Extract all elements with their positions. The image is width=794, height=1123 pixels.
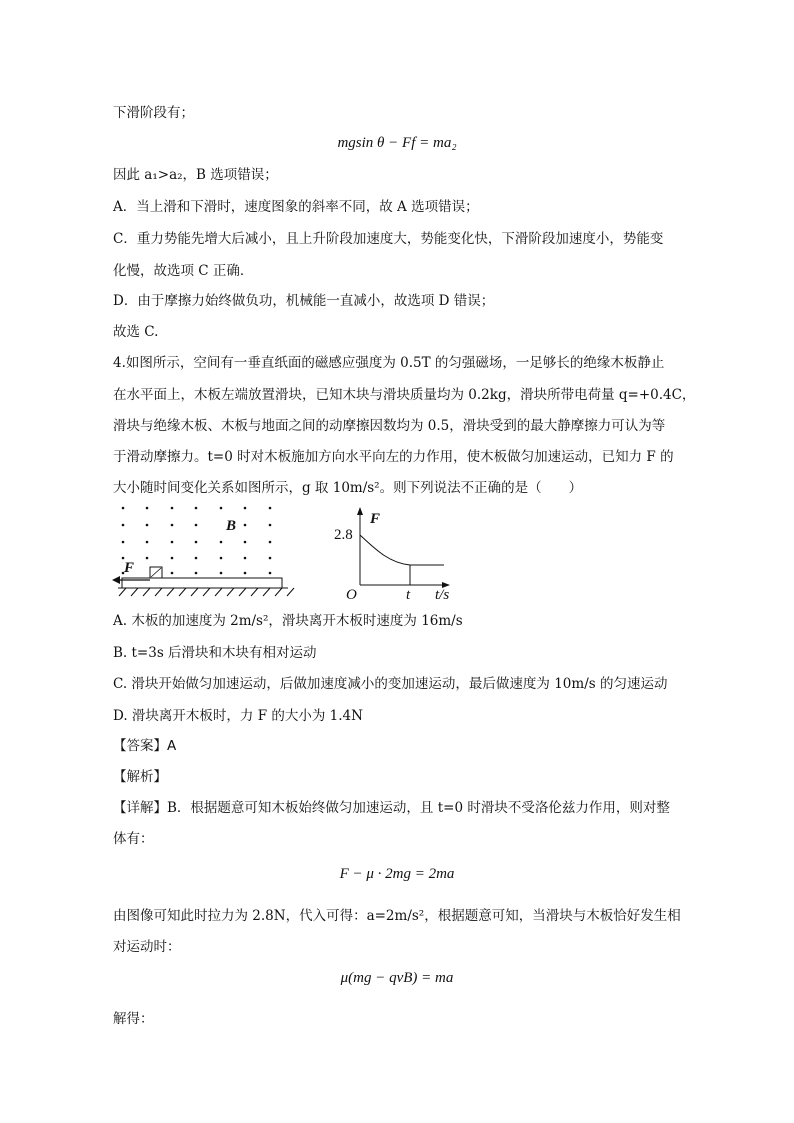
option-b: B. t=3s 后滑块和木块有相对运动 bbox=[113, 645, 317, 661]
text-line: A．当上滑和下滑时，速度图象的斜率不同，故 A 选项错误； bbox=[113, 199, 479, 215]
option-a: A. 木板的加速度为 2m/s²，滑块离开木板时速度为 16m/s bbox=[113, 613, 463, 629]
force-time-graph bbox=[332, 503, 462, 603]
text-line: 下滑阶段有； bbox=[113, 105, 194, 121]
text-line: 因此 a₁>a₂，B 选项错误； bbox=[113, 167, 278, 183]
text-line: C．重力势能先增大后减小，且上升阶段加速度大，势能变化快，下滑阶段加速度小，势能变 bbox=[113, 231, 664, 247]
question-line: 滑块与绝缘木板、木板与地面之间的动摩擦因数均为 0.5，滑块受到的最大静摩擦力可认为等 bbox=[113, 418, 666, 434]
equation: F − μ · 2mg = 2ma bbox=[339, 866, 455, 882]
origin-label: O bbox=[346, 587, 357, 603]
option-c: C. 滑块开始做匀加速运动，后做加速度减小的变加速运动，最后做速度为 10m/s 的匀速运动 bbox=[113, 676, 668, 692]
magnetic-field-dots bbox=[122, 507, 272, 575]
y-axis-label: F bbox=[370, 511, 381, 527]
analysis-tag: 【解析】 bbox=[113, 769, 167, 785]
text-line: D．由于摩擦力始终做负功，机械能一直减小，故选项 D 错误； bbox=[113, 293, 495, 309]
equation: mgsin θ − Ff = ma₂ bbox=[337, 135, 457, 151]
solution-line: 【详解】B．根据题意可知木板始终做匀加速运动，且 t=0 时滑块不受洛伦兹力作用，则对整 bbox=[113, 800, 670, 816]
y-tick-label: 2.8 bbox=[334, 527, 353, 543]
force-arrow-head bbox=[112, 576, 120, 584]
option-d: D. 滑块离开木板时，力 F 的大小为 1.4N bbox=[113, 708, 363, 724]
answer-tag: 【答案】A bbox=[113, 738, 177, 754]
question-line: 4.如图所示，空间有一垂直纸面的磁感应强度为 0.5T 的匀强磁场，一足够长的绝缘木板静止 bbox=[113, 355, 665, 371]
text-line: 故选 C. bbox=[113, 324, 159, 340]
equation: μ(mg − qvB) = ma bbox=[340, 970, 454, 986]
solution-line: 对运动时： bbox=[113, 939, 181, 955]
force-curve bbox=[360, 535, 444, 565]
force-label: F bbox=[124, 560, 135, 576]
solution-line: 由图像可知此时拉力为 2.8N，代入可得：a=2m/s²，根据题意可知，当滑块与木板恰好发生相 bbox=[113, 908, 681, 924]
question-line: 在水平面上，木板左端放置滑块，已知木块与滑块质量均为 0.2kg，滑块所带电荷量 q=+0.4C， bbox=[113, 387, 696, 403]
question-line: 大小随时间变化关系如图所示，g 取 10m/s²。则下列说法不正确的是（ ） bbox=[113, 480, 583, 496]
field-label: B bbox=[226, 518, 237, 534]
question-line: 于滑动摩擦力。t=0 时对木板施加方向水平向左的力作用，使木板做匀加速运动，已知力 F 的 bbox=[113, 449, 674, 465]
x-axis-label: t/s bbox=[435, 587, 450, 603]
ground-hatch bbox=[119, 588, 294, 596]
board-figure bbox=[108, 500, 303, 605]
solution-line: 体有： bbox=[113, 831, 154, 847]
text-line: 化慢，故选项 C 正确． bbox=[113, 263, 254, 279]
solution-line: 解得： bbox=[113, 1011, 154, 1027]
x-tick-label: t bbox=[406, 587, 411, 603]
